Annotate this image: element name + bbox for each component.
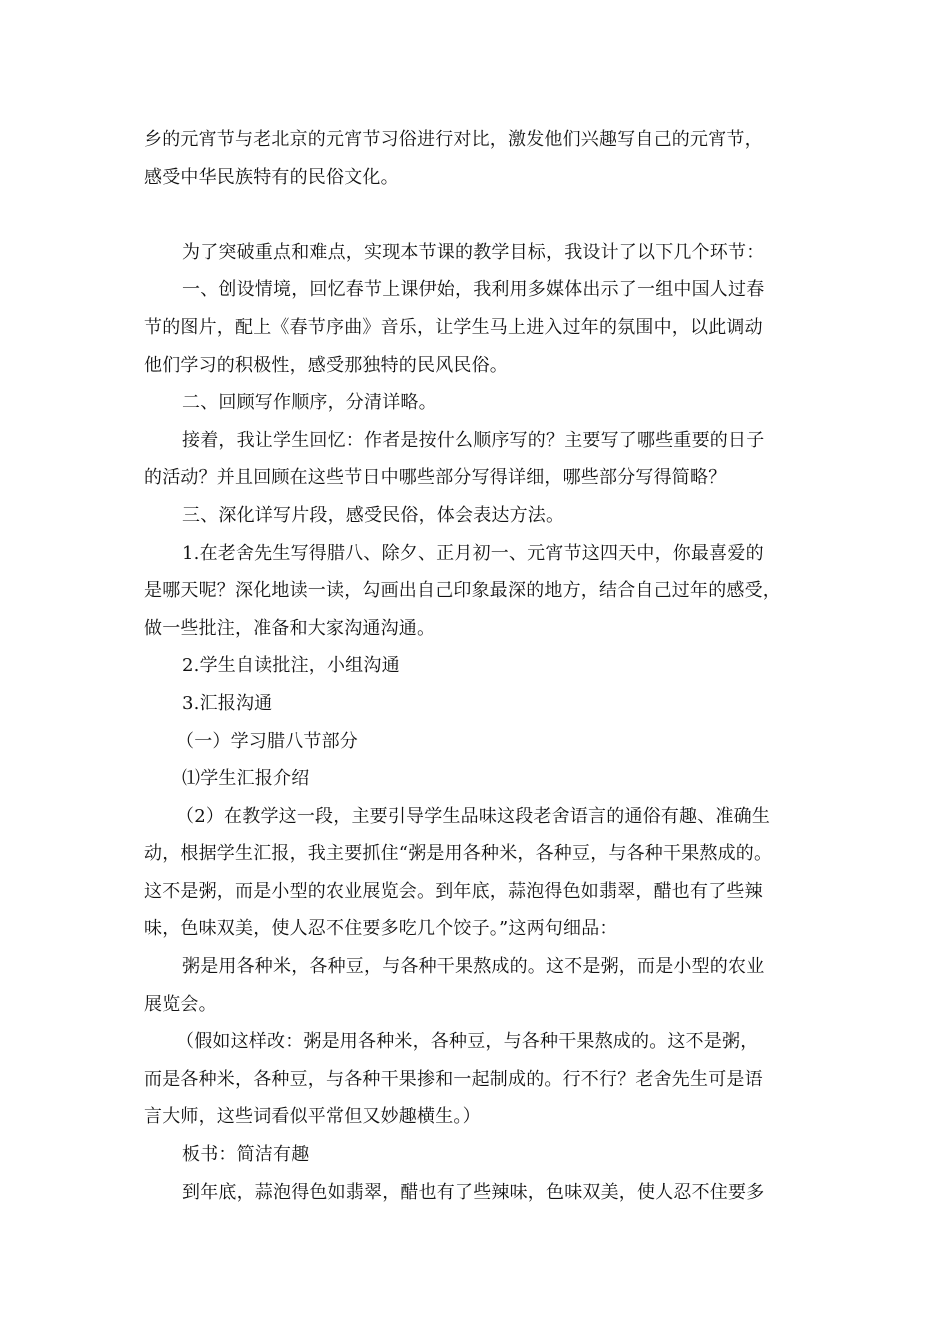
text-line: 是哪天呢？深化地读一读，勾画出自己印象最深的地方，结合自己过年的感受， xyxy=(144,580,781,602)
sub-item-2: （2）在教学这一段，主要引导学生品味这段老舍语言的通俗有趣、准确生 xyxy=(176,805,771,827)
subsection-heading: （一）学习腊八节部分 xyxy=(176,730,358,752)
sub-item-1: ⑴学生汇报介绍 xyxy=(182,768,310,790)
text-line: 感受中华民族特有的民俗文化。 xyxy=(144,166,399,188)
numbered-item-2: 2.学生自读批注，小组沟通 xyxy=(182,655,400,677)
text-line: （假如这样改：粥是用各种米，各种豆，与各种干果熬成的。这不是粥， xyxy=(176,1031,759,1053)
paragraph-gap xyxy=(144,196,812,234)
text-line: 接着，我让学生回忆：作者是按什么顺序写的？主要写了哪些重要的日子 xyxy=(182,429,765,451)
text-line: 这不是粥，而是小型的农业展览会。到年底，蒜泡得色如翡翠，醋也有了些辣 xyxy=(144,880,763,902)
text-line: 乡的元宵节与老北京的元宵节习俗进行对比，激发他们兴趣写自己的元宵节， xyxy=(144,129,763,150)
numbered-item-3: 3.汇报沟通 xyxy=(182,692,273,714)
quote-line: 粥是用各种米，各种豆，与各种干果熬成的。这不是粥，而是小型的农业 xyxy=(182,956,765,978)
text-line: 到年底，蒜泡得色如翡翠，醋也有了些辣味，色味双美，使人忍不住要多 xyxy=(182,1181,765,1203)
quote-line: 展览会。 xyxy=(144,993,217,1015)
section-heading-2: 二、回顾写作顺序，分清详略。 xyxy=(182,392,437,414)
section-heading-1: 一、创设情境，回忆春节上课伊始，我利用多媒体出示了一组中国人过春 xyxy=(182,279,765,301)
text-line: 动，根据学生汇报，我主要抓住“粥是用各种米，各种豆，与各种干果熬成的。 xyxy=(144,843,773,865)
numbered-item-1: 1.在老舍先生写得腊八、除夕、正月初一、元宵节这四天中，你最喜爱的 xyxy=(182,542,764,564)
blackboard-note: 板书：简洁有趣 xyxy=(182,1144,310,1166)
text-line: 言大师，这些词看似平常但又妙趣横生。） xyxy=(144,1106,481,1128)
section-heading-3: 三、深化详写片段，感受民俗，体会表达方法。 xyxy=(182,504,565,526)
text-line: 而是各种米，各种豆，与各种干果掺和一起制成的。行不行？老舍先生可是语 xyxy=(144,1068,763,1090)
text-line: 味，色味双美，使人忍不住要多吃几个饺子。”这两句细品： xyxy=(144,918,618,940)
text-line: 做一些批注，准备和大家沟通沟通。 xyxy=(144,617,436,639)
text-line: 的活动？并且回顾在这些节日中哪些部分写得详细，哪些部分写得简略？ xyxy=(144,467,727,489)
text-line: 节的图片，配上《春节序曲》音乐，让学生马上进入过年的氛围中，以此调动 xyxy=(144,316,763,338)
text-line: 为了突破重点和难点，实现本节课的教学目标，我设计了以下几个环节： xyxy=(182,241,765,263)
document-body xyxy=(144,121,812,1211)
text-line: 他们学习的积极性，感受那独特的民风民俗。 xyxy=(144,354,508,376)
